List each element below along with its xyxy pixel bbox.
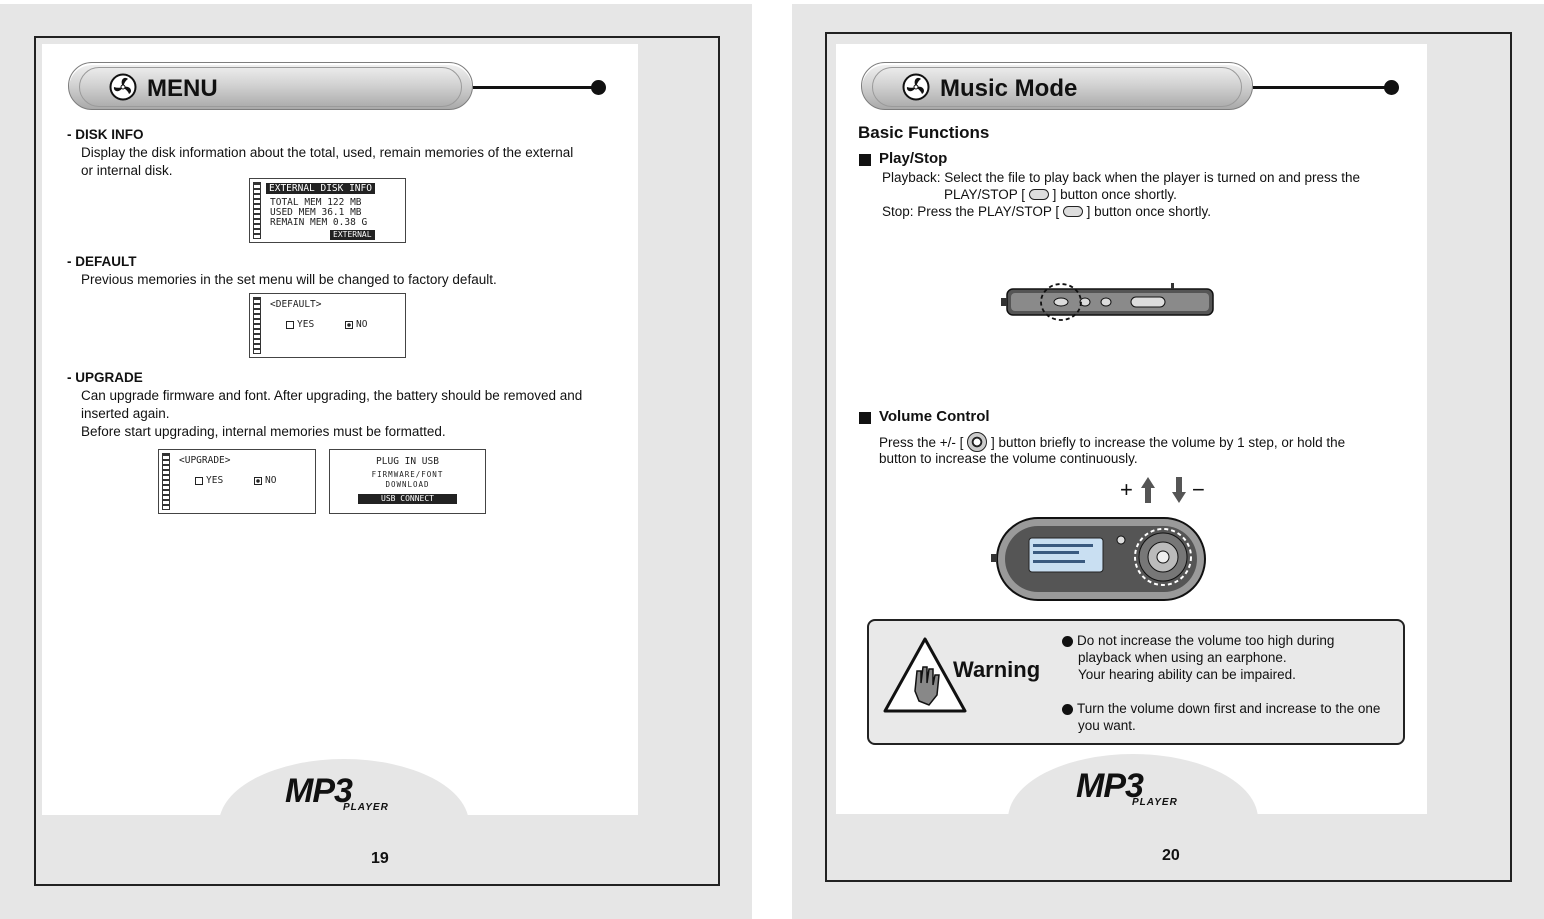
play-stop-line-2b: ] button once shortly. xyxy=(1052,187,1177,202)
disk-info-screen-title: EXTERNAL DISK INFO xyxy=(266,183,375,194)
player-side-view-illustration xyxy=(1001,279,1221,327)
upgrade-text-3: Before start upgrading, internal memories must be formatted. xyxy=(81,424,446,439)
default-screen xyxy=(249,293,406,358)
warning-label: Warning xyxy=(953,657,1041,682)
page-sheet-19 xyxy=(0,4,752,919)
upgrade-yes-label: YES xyxy=(206,475,224,486)
play-stop-line-2a: PLAY/STOP [ xyxy=(944,187,1026,202)
disk-info-screen xyxy=(249,178,406,243)
page-sheet-20 xyxy=(792,4,1544,919)
arrow-up-icon xyxy=(1140,476,1156,504)
disk-info-row-remain: REMAIN MEM 0.38 G xyxy=(270,217,368,228)
lcd-sidebar xyxy=(253,182,261,239)
fan-icon xyxy=(902,73,930,101)
bullet-square-icon xyxy=(859,412,871,424)
checkbox-yes-icon xyxy=(195,477,203,485)
upgrade-screen-title: <UPGRADE> xyxy=(179,455,231,466)
play-pause-button-icon xyxy=(1063,206,1083,217)
page-19 xyxy=(42,44,638,815)
mp3-logo-sub: PLAYER xyxy=(343,802,389,813)
fan-icon xyxy=(109,73,137,101)
section-title: Basic Functions xyxy=(858,123,990,142)
default-screen-title: <DEFAULT> xyxy=(270,299,322,310)
checkbox-yes-icon xyxy=(286,321,294,329)
header-banner xyxy=(68,62,473,110)
mp3-logo: MP3 xyxy=(1076,767,1143,805)
plus-sign: + xyxy=(1120,477,1133,502)
volume-line-1b: ] button briefly to increase the volume by 1 step, or hold the xyxy=(990,435,1346,450)
checkbox-no-icon xyxy=(345,321,353,329)
lcd-sidebar xyxy=(253,297,261,354)
disk-info-screen-footer: EXTERNAL xyxy=(330,230,375,240)
mp3-logo: MP3 xyxy=(285,772,352,810)
default-text: Previous memories in the set menu will be changed to factory default. xyxy=(81,272,497,287)
warning-item-1-line-1: Do not increase the volume too high during xyxy=(1077,633,1335,648)
checkbox-no-icon xyxy=(254,477,262,485)
header-dot xyxy=(1384,80,1399,95)
usb-line-1: PLUG IN USB xyxy=(376,456,439,467)
warning-item-2-line-2: you want. xyxy=(1078,718,1136,733)
upgrade-text-1: Can upgrade firmware and font. After upgrading, the battery should be removed and xyxy=(81,388,583,403)
default-yes-label: YES xyxy=(297,319,315,330)
bullet-square-icon xyxy=(859,154,871,166)
play-stop-line-1: Playback: Select the file to play back when the player is turned on and press the xyxy=(882,170,1361,185)
usb-line-3: DOWNLOAD xyxy=(385,480,430,489)
volume-heading: Volume Control xyxy=(879,408,990,425)
usb-connect-button: USB CONNECT xyxy=(358,494,457,504)
usb-line-2: FIRMWARE/FONT xyxy=(371,470,444,479)
warning-box xyxy=(867,619,1405,745)
volume-dial-icon xyxy=(967,432,987,452)
warning-item-1-line-3: Your hearing ability can be impaired. xyxy=(1078,667,1296,682)
page-title: MENU xyxy=(147,75,218,102)
upgrade-heading: - UPGRADE xyxy=(67,370,143,385)
header-dot xyxy=(591,80,606,95)
play-pause-button-icon xyxy=(1029,189,1049,200)
page-title: Music Mode xyxy=(940,75,1078,102)
play-stop-line-3a: Stop: Press the PLAY/STOP [ xyxy=(882,204,1060,219)
disk-info-text-2: or internal disk. xyxy=(81,163,173,178)
upgrade-no-label: NO xyxy=(265,475,277,486)
bullet-dot-icon xyxy=(1062,636,1073,647)
page-number: 20 xyxy=(1162,847,1180,864)
volume-line-2: button to increase the volume continuously. xyxy=(879,451,1138,466)
disk-info-heading: - DISK INFO xyxy=(67,127,144,142)
play-stop-heading: Play/Stop xyxy=(879,150,948,167)
play-stop-line-3b: ] button once shortly. xyxy=(1086,204,1211,219)
arrow-down-icon xyxy=(1171,476,1187,504)
player-front-illustration xyxy=(991,514,1211,604)
header-banner xyxy=(861,62,1253,110)
upgrade-text-2: inserted again. xyxy=(81,406,170,421)
volume-line-1a: Press the +/- [ xyxy=(879,435,964,450)
usb-connect-screen xyxy=(329,449,486,514)
lcd-sidebar xyxy=(162,453,170,510)
header-rule xyxy=(473,86,599,89)
mp3-logo-sub: PLAYER xyxy=(1132,797,1178,808)
warning-item-1-line-2: playback when using an earphone. xyxy=(1078,650,1287,665)
page-20 xyxy=(836,44,1427,814)
default-no-label: NO xyxy=(356,319,368,330)
disk-info-text-1: Display the disk information about the total, used, remain memories of the external xyxy=(81,145,574,160)
default-heading: - DEFAULT xyxy=(67,254,137,269)
upgrade-screen xyxy=(158,449,316,514)
disk-info-row-used: USED MEM 36.1 MB xyxy=(270,207,362,218)
warning-item-2-line-1: Turn the volume down first and increase to the one xyxy=(1077,701,1381,716)
header-rule xyxy=(1253,86,1393,89)
page-number: 19 xyxy=(371,850,389,867)
bullet-dot-icon xyxy=(1062,704,1073,715)
disk-info-row-total: TOTAL MEM 122 MB xyxy=(270,197,362,208)
minus-sign: − xyxy=(1192,477,1205,502)
